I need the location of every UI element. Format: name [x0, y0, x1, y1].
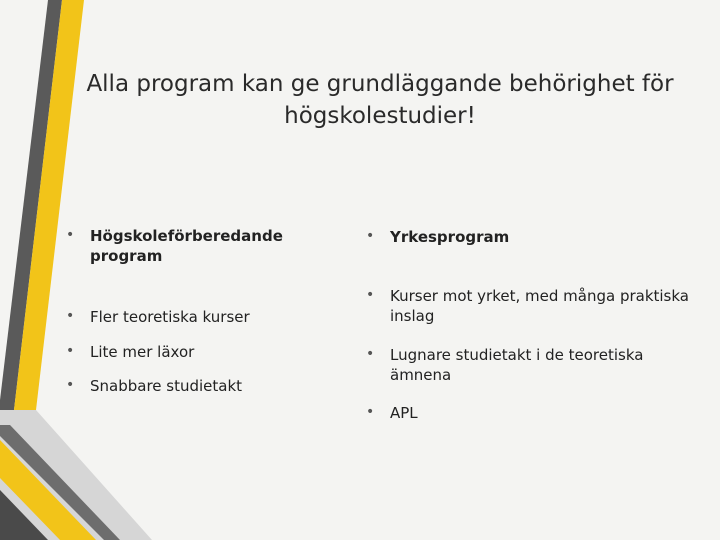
left-item-2-text: Lite mer läxor — [90, 343, 195, 361]
bullet-dot: • — [366, 287, 375, 303]
bullet-dot: • — [66, 343, 75, 359]
right-item-3-text: APL — [390, 404, 418, 422]
left-item-3-text: Snabbare studietakt — [90, 377, 243, 395]
bullet-dot: • — [66, 227, 75, 243]
bullet-dot: • — [366, 346, 375, 362]
right-item-2-text: Lugnare studietakt i de teoretiska ämnena — [390, 346, 644, 384]
right-heading: Yrkesprogram — [390, 228, 510, 246]
right-item-1-text: Kurser mot yrket, med många praktiska inslag — [390, 287, 689, 325]
left-heading: Högskoleförberedande program — [90, 227, 283, 265]
slide-title: Alla program kan ge grundläggande behörighet för högskolestudier! — [86, 71, 674, 129]
bullet-dot: • — [66, 377, 75, 393]
bullet-dot: • — [66, 308, 75, 324]
left-item-1-text: Fler teoretiska kurser — [90, 308, 250, 326]
bullet-dot: • — [366, 404, 375, 420]
bullet-dot: • — [366, 228, 375, 244]
